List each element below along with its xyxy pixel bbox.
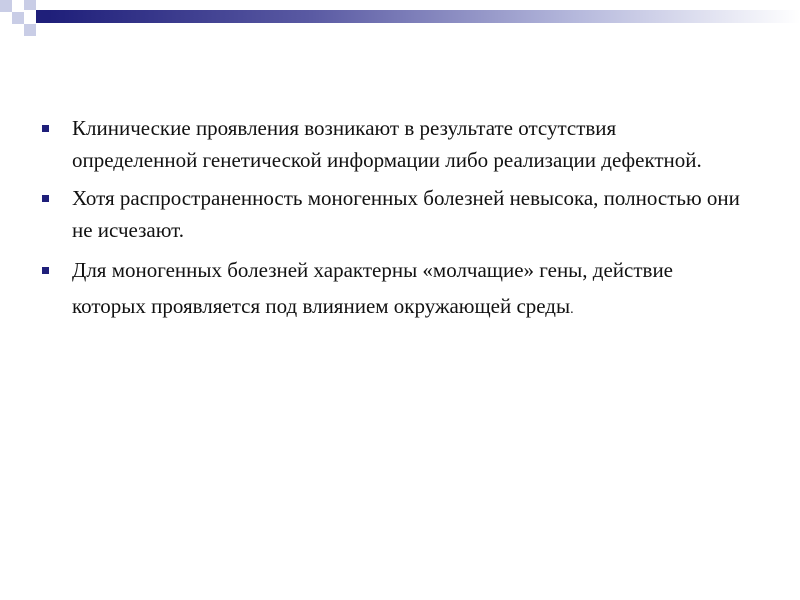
square-bullet-icon: [42, 195, 49, 202]
bullet-text: Хотя распространенность моногенных болезней невысока, полностью они не исчезают.: [72, 186, 740, 242]
bullet-item-3: [40, 252, 740, 328]
bullet-text: Клинические проявления возникают в результате отсутствия определенной генетической информации либо реализации дефектной.: [72, 116, 702, 172]
bullet-item-2: [40, 182, 740, 246]
bullet-list: [40, 112, 740, 334]
bullet-final-punct: .: [570, 302, 574, 317]
bullet-text-main: Для моногенных болезней характерны «молчащие» гены, действие которых проявляется под влиянием окружающей среды: [72, 258, 674, 318]
decor-square: [0, 24, 12, 36]
square-bullet-icon: [42, 125, 49, 132]
decor-square: [24, 24, 36, 36]
decor-square: [12, 0, 24, 10]
decor-square-dark: [36, 10, 49, 23]
bullet-text: [72, 252, 740, 328]
bullet-item-1: [40, 112, 740, 176]
square-bullet-icon: [42, 267, 49, 274]
decor-square: [0, 0, 12, 12]
decor-square: [12, 12, 24, 24]
decor-square: [24, 0, 36, 10]
top-gradient-bar: [49, 10, 800, 23]
